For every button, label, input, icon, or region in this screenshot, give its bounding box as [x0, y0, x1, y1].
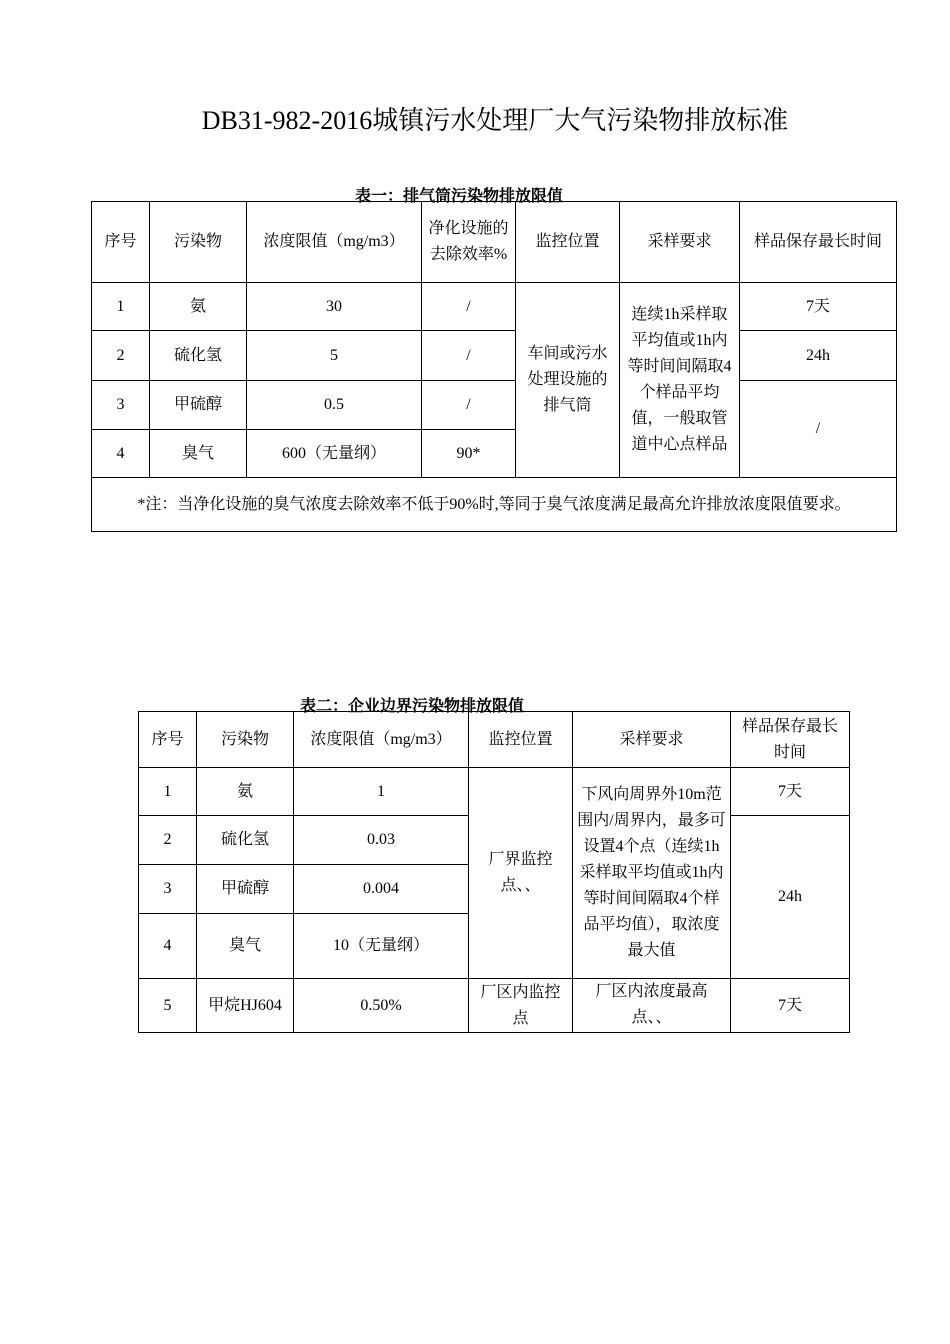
header-cell: 净化设施的去除效率% — [422, 202, 516, 283]
cell-limit: 30 — [247, 283, 422, 331]
cell-location: 车间或污水处理设施的排气筒 — [516, 283, 620, 478]
cell-efficiency: / — [422, 381, 516, 430]
cell-pollutant: 臭气 — [197, 914, 294, 979]
table1-note: *注：当净化设施的臭气浓度去除效率不低于90%时,等同于臭气浓度满足最高允许排放浓度限值要求。 — [92, 478, 897, 532]
header-cell: 采样要求 — [573, 712, 731, 768]
cell-no: 2 — [139, 816, 197, 865]
cell-storage: 7天 — [731, 979, 850, 1033]
cell-no: 2 — [92, 331, 150, 381]
header-cell: 样品保存最长时间 — [731, 712, 850, 768]
cell-storage: / — [740, 381, 897, 478]
cell-limit: 0.03 — [294, 816, 469, 865]
cell-sampling: 下风向周界外10m范围内/周界内，最多可设置4个点（连续1h采样取平均值或1h内等时间间隔取4个样品平均值），取浓度最大值 — [573, 768, 731, 979]
cell-sampling: 厂区内浓度最高点、、 — [573, 979, 731, 1033]
cell-location: 厂区内监控点 — [469, 979, 573, 1033]
table2-caption: 表二：企业边界污染物排放限值 — [300, 696, 525, 715]
table1 — [91, 201, 897, 532]
cell-no: 5 — [139, 979, 197, 1033]
cell-no: 1 — [139, 768, 197, 816]
table1-header-row — [92, 202, 897, 283]
table2 — [138, 711, 850, 1033]
cell-no: 3 — [92, 381, 150, 430]
header-cell: 采样要求 — [620, 202, 740, 283]
table-row — [139, 979, 850, 1033]
cell-limit: 0.004 — [294, 865, 469, 914]
page-title: DB31-982-2016城镇污水处理厂大气污染物排放标准 — [201, 106, 789, 135]
header-cell: 序号 — [92, 202, 150, 283]
cell-storage: 7天 — [740, 283, 897, 331]
cell-efficiency: / — [422, 283, 516, 331]
cell-location: 厂界监控点、、 — [469, 768, 573, 979]
cell-no: 4 — [139, 914, 197, 979]
header-cell: 监控位置 — [469, 712, 573, 768]
cell-storage: 24h — [731, 816, 850, 979]
cell-efficiency: 90* — [422, 430, 516, 478]
table-row — [139, 768, 850, 816]
cell-pollutant: 硫化氢 — [150, 331, 247, 381]
table-row — [92, 283, 897, 331]
cell-pollutant: 甲烷HJ604 — [197, 979, 294, 1033]
header-cell: 样品保存最长时间 — [740, 202, 897, 283]
table-row — [92, 331, 897, 381]
cell-sampling: 连续1h采样取平均值或1h内等时间间隔取4个样品平均值，一般取管道中心点样品 — [620, 283, 740, 478]
cell-limit: 1 — [294, 768, 469, 816]
table2-header-row — [139, 712, 850, 768]
header-cell: 序号 — [139, 712, 197, 768]
cell-pollutant: 氨 — [197, 768, 294, 816]
cell-no: 3 — [139, 865, 197, 914]
header-cell: 浓度限值（mg/m3） — [294, 712, 469, 768]
header-cell: 污染物 — [150, 202, 247, 283]
cell-pollutant: 臭气 — [150, 430, 247, 478]
cell-storage: 7天 — [731, 768, 850, 816]
cell-pollutant: 硫化氢 — [197, 816, 294, 865]
cell-limit: 10（无量纲） — [294, 914, 469, 979]
table1-caption: 表一：排气筒污染物排放限值 — [355, 186, 564, 205]
cell-limit: 0.50% — [294, 979, 469, 1033]
cell-storage: 24h — [740, 331, 897, 381]
header-cell: 监控位置 — [516, 202, 620, 283]
cell-limit: 600（无量纲） — [247, 430, 422, 478]
cell-no: 1 — [92, 283, 150, 331]
cell-limit: 5 — [247, 331, 422, 381]
cell-efficiency: / — [422, 331, 516, 381]
table1-note-row — [92, 478, 897, 532]
header-cell: 浓度限值（mg/m3） — [247, 202, 422, 283]
cell-pollutant: 甲硫醇 — [150, 381, 247, 430]
cell-no: 4 — [92, 430, 150, 478]
cell-pollutant: 甲硫醇 — [197, 865, 294, 914]
cell-limit: 0.5 — [247, 381, 422, 430]
header-cell: 污染物 — [197, 712, 294, 768]
table-row — [92, 381, 897, 430]
cell-pollutant: 氨 — [150, 283, 247, 331]
